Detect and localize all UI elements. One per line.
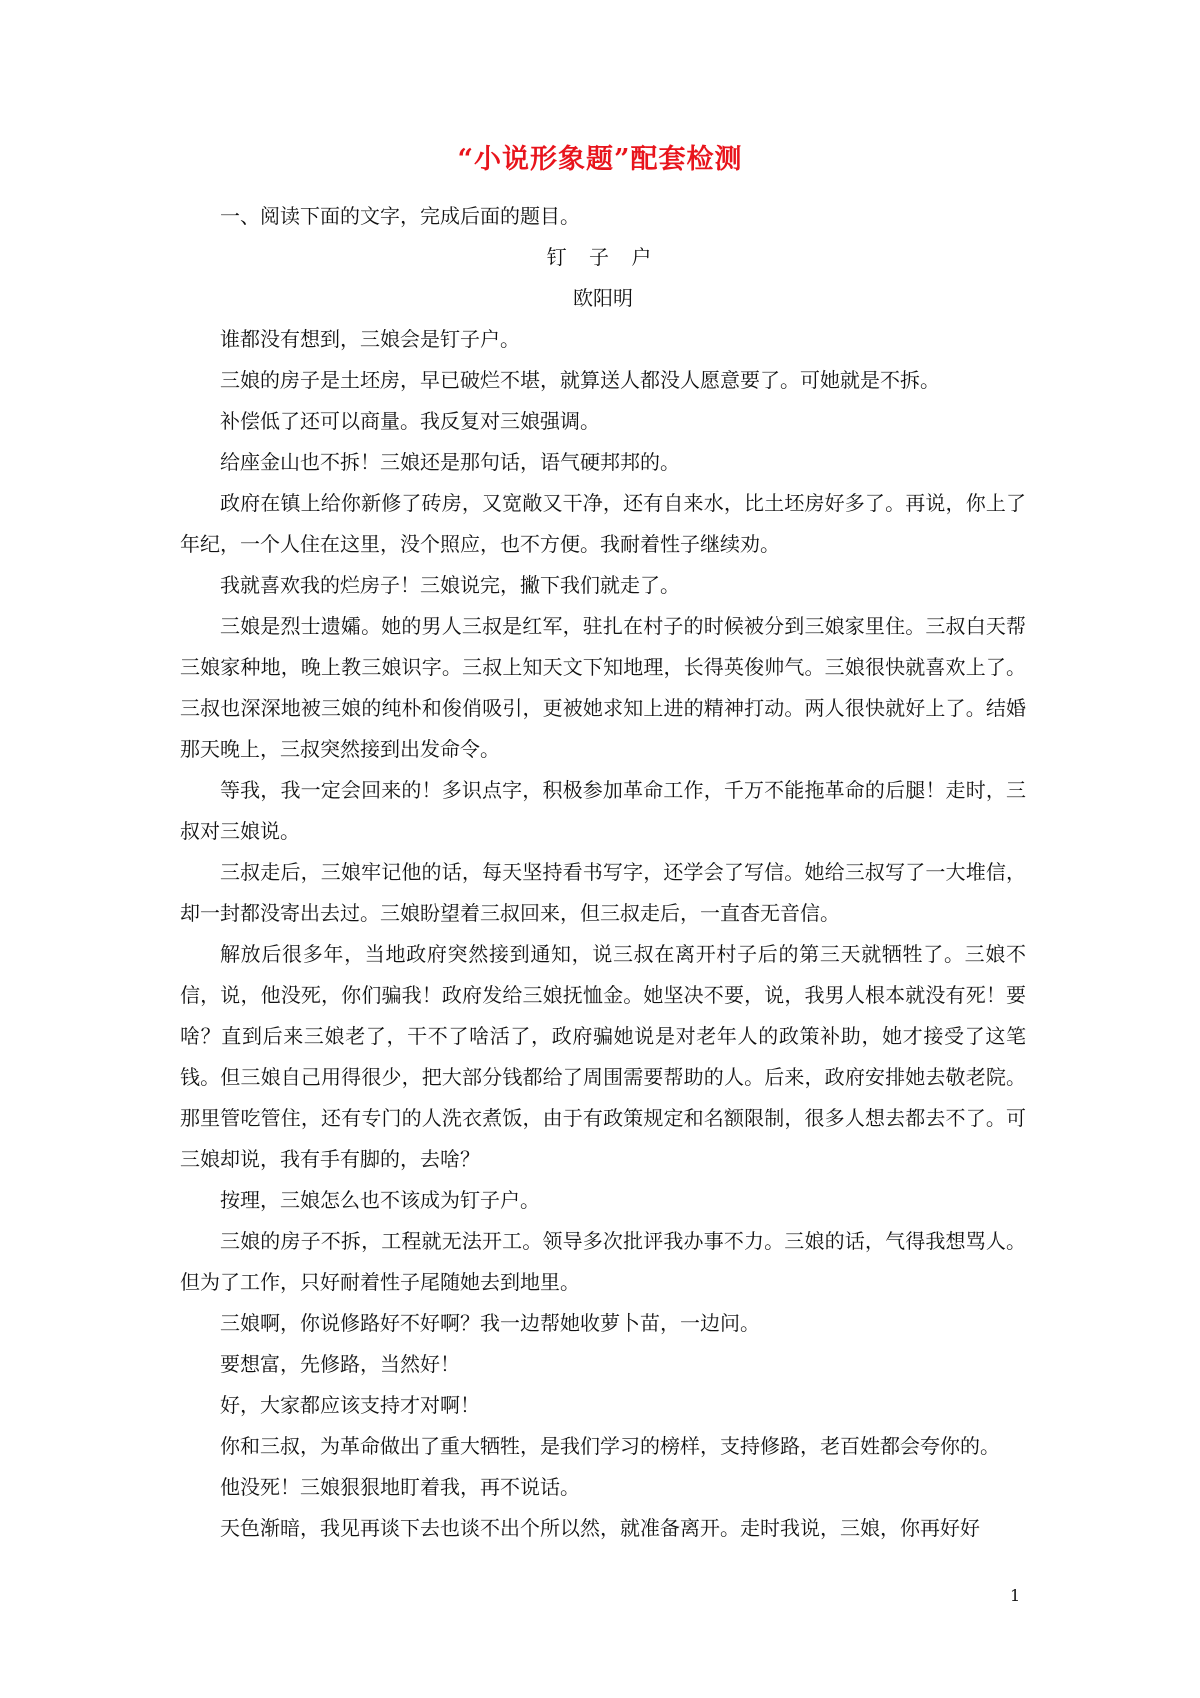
paragraph: 政府在镇上给你新修了砖房，又宽敞又干净，还有自来水，比土坯房好多了。再说，你上了年纪，一个人住在这里，没个照应，也不方便。我耐着性子继续劝。 [180,491,1026,556]
page-number: 1 [1010,1586,1021,1605]
paragraph: 好，大家都应该支持才对啊！ [220,1393,480,1417]
paragraph: 三叔走后，三娘牢记他的话，每天坚持看书写字，还学会了写信。她给三叔写了一大堆信，却一封都没寄出去过。三娘盼望着三叔回来，但三叔走后，一直杳无音信。 [180,860,1026,925]
paragraph: 按理，三娘怎么也不该成为钉子户。 [220,1188,540,1212]
paragraph: 解放后很多年，当地政府突然接到通知，说三叔在离开村子后的第三天就牺牲了。三娘不信，说，他没死，你们骗我！政府发给三娘抚恤金。她坚决不要，说，我男人根本就没有死！要啥？直到后来三娘老了，干不了啥活了，政府骗她说是对老年人的政策补助，她才接受了这笔钱。但三娘自己用得很少，把大部分钱都给了周围需要帮助的人。后来，政府安排她去敬老院。那里管吃管住，还有专门的人洗衣煮饭，由于有政策规定和名额限制，很多人想去都去不了。可三娘却说，我有手有脚的，去啥？ [180,942,1026,1171]
paragraph: 他没死！三娘狠狠地盯着我，再不说话。 [220,1475,580,1499]
paragraph: 你和三叔，为革命做出了重大牺牲，是我们学习的榜样，支持修路，老百姓都会夸你的。 [220,1434,1000,1458]
paragraph: 给座金山也不拆！三娘还是那句话，语气硬邦邦的。 [220,450,680,474]
paragraph: 补偿低了还可以商量。我反复对三娘强调。 [220,409,600,433]
paragraph: 要想富，先修路，当然好！ [220,1352,460,1376]
paragraph: 谁都没有想到，三娘会是钉子户。 [220,327,520,351]
document-title: “小说形象题”配套检测 [457,144,743,175]
paragraph: 三娘是烈士遗孀。她的男人三叔是红军，驻扎在村子的时候被分到三娘家里住。三叔白天帮三娘家种地，晚上教三娘识字。三叔上知天文下知地理，长得英俊帅气。三娘很快就喜欢上了。三叔也深深地被三娘的纯朴和俊俏吸引，更被她求知上进的精神打动。两人很快就好上了。结婚那天晚上，三叔突然接到出发命令。 [180,614,1026,761]
document-body [180,196,1026,1549]
paragraph: 三娘啊，你说修路好不好啊？我一边帮她收萝卜苗，一边问。 [220,1311,760,1335]
story-author: 欧阳明 [573,286,633,310]
paragraph: 等我，我一定会回来的！多识点字，积极参加革命工作，千万不能拖革命的后腿！走时，三叔对三娘说。 [180,778,1026,843]
paragraph: 三娘的房子是土坯房，早已破烂不堪，就算送人都没人愿意要了。可她就是不拆。 [220,368,940,392]
paragraph: 天色渐暗，我见再谈下去也谈不出个所以然，就准备离开。走时我说，三娘，你再好好 [220,1516,980,1540]
section-heading: 一、阅读下面的文字，完成后面的题目。 [220,204,580,228]
paragraph: 三娘的房子不拆，工程就无法开工。领导多次批评我办事不力。三娘的话，气得我想骂人。但为了工作，只好耐着性子尾随她去到地里。 [180,1229,1026,1294]
paragraph: 我就喜欢我的烂房子！三娘说完，撇下我们就走了。 [220,573,680,597]
story-title: 钉 子 户 [546,245,660,269]
